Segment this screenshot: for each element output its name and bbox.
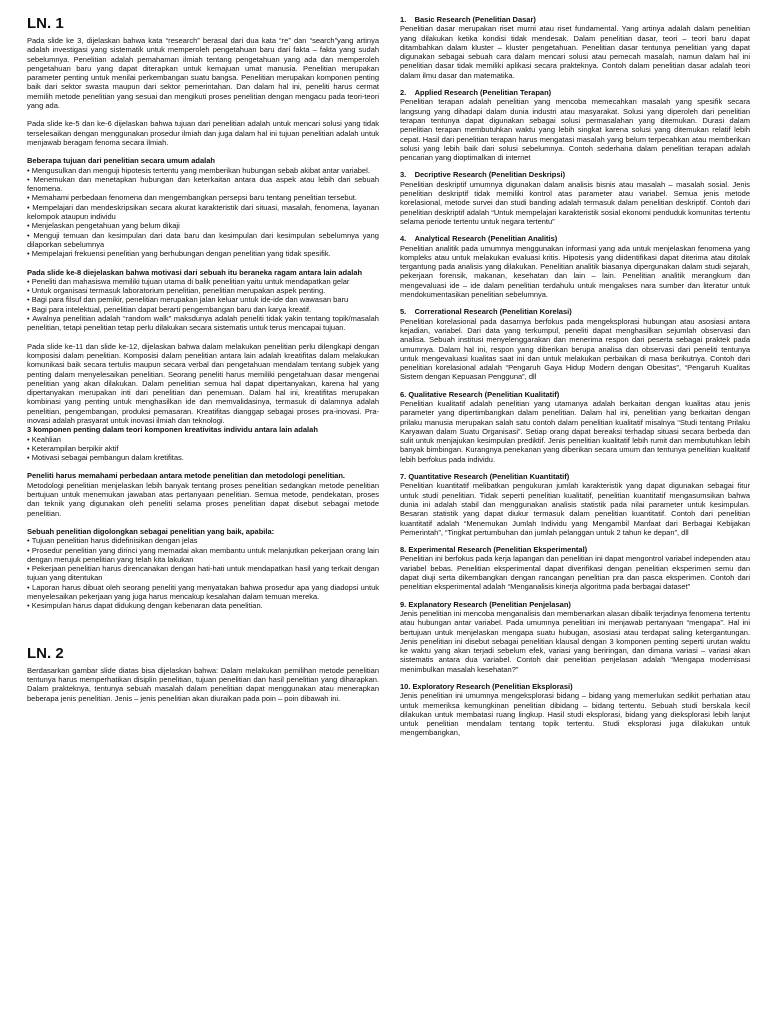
research-type-section	[400, 545, 750, 591]
list-item: • Awalnya penelitian adalah “random walk” maksdunya adalah peneliti tidak yakin tentang topik/masalah penelitian, tetapi penelitian tetap perlu dilakukan secara sistematis untuk terus mencapai tujuan.	[27, 314, 379, 333]
research-type-section	[400, 170, 750, 226]
research-type-body: Penelitian terapan adalah penelitian yang mencoba memecahkan masalah yang spesifik secara langsung yang dihadapi dalam dunia industri atau masyarakat. Solusi yang diperoleh dari penelitian terapan tentunya dapat digunakan sebagai solusi permasalahan yang ditemukan. Durasi dalam penelitian terapan membutuhkan waktu yang lebih singkat karena solusi yang ditemukan relatif lebih cepat. Hasil dari penelitian terapan harus mengatasi masalah yang belum terpecahkan atau memberikan solusi yang lebih baik dari solusi sebelumnya. Contoh sederhana dalam penelitian terapan adalah pencarian yang dioptimalkan di internet	[400, 97, 750, 163]
ln2-paragraph-1: Berdasarkan gambar slide diatas bisa dijelaskan bahwa: Dalam melakukan pemilihan metode penelitian tentunya harus memperhatikan disiplin penelitian, tujuan penelitian dan hasil penelitian yang diharapkan. Dalam prakteknya, tentunya sebuah masalah dalam penelitian dapat menggunakan atau menerapkan beberapa jenis penelitian. Jenis – jenis penelitian akan diuraikan pada poin – poin dibawah ini.	[27, 665, 379, 703]
ln1-heading: LN. 1	[27, 15, 64, 32]
research-type-title: 1. Basic Research (Penelitian Dasar)	[400, 15, 536, 24]
research-type-title: 4. Analytical Research (Penelitian Analitis)	[400, 234, 558, 244]
research-type-title: 10. Exploratory Research (Penelitian Eksplorasi)	[400, 682, 573, 691]
list-item: • Untuk organisasi termasuk laboratorium penelitian, penelitian merupakan aspek penting.	[27, 286, 379, 295]
list-item: • Mempelajari dan mendeskripsikan secara akurat karakteristik dari situasi, masalah, fenomena, layanan kelompok ataupun individu	[27, 203, 379, 222]
list-item: • Mempelajari frekuensi penelitian yang berhubungan dengan penelitian yang tidak spesifik.	[27, 249, 379, 258]
list-item: • Bagi para filsuf dan pemikir, penelitian merupakan jalan keluar untuk ide-ide dan wawasan baru	[27, 295, 379, 304]
list-item: • Motivasi sebagai pembangun dalam kretifitas.	[27, 453, 379, 462]
ln1-paragraph-2: Pada slide ke-5 dan ke-6 dijelaskan bahwa tujuan dari penelitian adalah untuk mencari solusi yang tidak terselesaikan dengan menggunakan prosedur ilmiah dan juga dalam hal ini tujuan penelitian adalah untuk menjawab beragam fenoma secara ilmiah.	[27, 119, 379, 147]
list-item: • Menguji temuan dan kesimpulan dari data baru dan kesimpulan dari kesimpulan sebelumnya yang dilaporkan sebelumnya	[27, 231, 379, 250]
research-type-section	[400, 307, 750, 381]
list-item: • Prosedur penelitian yang dirinci yang memadai akan membantu untuk melanjutkan pekerjaan orang lain dengan merujuk penelitian yang telah kita lakukan	[27, 546, 379, 565]
research-type-title: 3. Decriptive Research (Penelitian Deskripsi)	[400, 170, 566, 180]
research-type-title: 2. Applied Research (Penelitian Terapan)	[400, 88, 552, 98]
research-type-section	[400, 600, 750, 674]
research-type-title: 7. Quantitative Research (Penelitian Kuantitatif)	[400, 472, 570, 482]
research-type-body: Penelitian deskriptif umumnya digunakan dalam analisis bisnis atau masalah – masalah sosial. Jenis penelitian deskriptif tidak memiliki kontrol atas parameter atau variabel. Semua jenis metode korelasional, metode survei dan studi banding adalah termasuk dalam penelitian deskriptif. Contoh dari penelitian deskriptif adalah “Untuk mempelajari karakteristik sosial ekonomi penduduk komunitas tertentu selama periode tertentu untuk negara tertentu”	[400, 179, 750, 226]
research-type-title: 5. Correrational Research (Penelitian Korelasi)	[400, 307, 572, 317]
components-title: 3 komponen penting dalam teori komponen kreativitas individu antara lain adalah	[27, 425, 318, 435]
research-type-section	[400, 88, 750, 162]
motivation-list	[27, 277, 379, 333]
ln1-paragraph-3: Pada slide ke-11 dan slide ke-12, dijelaskan bahwa dalam melakukan penelitian perlu dilengkapi dengan komposisi dalam penelitian. Komposisi dalam penelitian antara lain adalah kreatifitas dalam melakukan komunikasi baik secara tertulis maupun secara verbal dan pengetahuan mendalam tentang subjek yang penting dalam menyelesaikan penelitian. Seorang peneliti harus memiliki pengetahuan dasar mengenai penelitian yang akan dilakukan. Dalam penelitian semua hal dapat dipertanyakan, karena hal yang dipertanyakan merupakan inti dari penelitian dan penemuan. Dalam hal ini, kreatifitas merupakan kombinasi yang penting untuk menghasilkan ide dan memvalidasinya, termasuk di dalamnya adalah penelitian, pengembangan, produksi pemasaran. Kreatifitas dianggap sebagai proses pra-inovasi. Pra- inovasi adalah prasyarat untuk inovasi ilmiah dan teknologi.	[27, 341, 379, 425]
research-type-section	[400, 234, 750, 299]
goals-title: Beberapa tujuan dari penelitian secara umum adalah	[27, 156, 215, 166]
research-type-section	[400, 682, 750, 738]
list-item: • Menemukan dan menetapkan hubungan dan keterkaitan antara dua aspek atau lebih dari sebuah fenomena.	[27, 175, 379, 194]
research-type-body: Penelitian kuantitatif melibatkan pengukuran jumlah karakteristik yang dapat digunakan sebagai fitur untuk studi penelitian. Tidak seperti penelitian kualitatif, penelitian kuantitatif mengasumsikan bahwa dunia ini adalah stabil dan menggunakan analisis statistik pada nilai parameter untuk kesimpulan. Besaran statistik yang dapat diukur termasuk dalam penelitian kuantitatif. Contoh dari penelitian kuantitatif adalah “Menemukan Jumlah Individu yang Mengambil Manfaat dari Berbagai Kebijakan Pemerintah”, “Tingkat pertumbuhan dan jumlah pelanggan untuk 2 tahun ke depan”, dll	[400, 481, 750, 537]
ln1-paragraph-4: Metodologi penelitian menjelaskan lebih banyak tentang proses penelitian sedangkan metode penelitian bertujuan untuk menemukan jawaban atas pertanyaan penelitian. Semua metode, pendekatan, proses dan teknik yang digunakan oleh peneliti selama proses penelitian dapat disebut sebagai metode penelitian.	[27, 480, 379, 518]
research-type-section	[400, 390, 750, 464]
good-research-list	[27, 536, 379, 610]
list-item: • Pekerjaan penelitian harus direncanakan dengan hati-hati untuk mendapatkan hasil yang terkait dengan tujuan yang ditentukan	[27, 564, 379, 583]
right-column	[400, 0, 750, 746]
research-type-body: Penelitian korelasional pada dasarnya berfokus pada mengeksplorasi hubungan atau asosiasi antara kejadian, variabel. Dari data yang terkumpul, peneliti dapat menghasilkan sejumlah observasi dan analisa. Sebuah institusi menyelenggarakan dan menerima respon dari peserta sebagai praktek pada umumnya. Dalam hal ini, respon yang diberikan berupa analisa dan observasi dari peneliti tentunya untuk mengevaluasi kualitas saat ini dan untuk melakukan perbaikan di masa berikutnya. Contoh dari penelitian korelasional adalah “Pengaruh Gaya Hidup Modern dengan Obesitas”, “Pengaruh Kualitas Sistem dengan Kepuasan Pengguna”, dll	[400, 316, 750, 382]
components-list	[27, 435, 379, 463]
list-item: • Peneliti dan mahasiswa memiliki tujuan utama di balik penelitian yaitu untuk mendapatkan gelar	[27, 277, 379, 286]
research-type-section	[400, 15, 750, 80]
research-type-body: Penelitian kualitatif adalah penelitian yang utamanya adalah berkaitan dengan kualitas atau jenis parameter yang dipertimbangkan dalam penelitian. Dalam hal ini, penelitian yang berkaitan dengan prilaku manusia merupakan salah satu contoh dalam penelitian kualitatif misalnya “Studi tentang Prilaku Karyawan dalam Suatu Organisasi”. Setiap orang dapat bereaksi terhadap situasi secara berbeda dan sulit untuk menjajukan kesimpulan prediktif. Jenis penelitian kualitatif lebih rumit dan membutuhkan lebih banyak bimbingan. Kurangnya penekanan yang diberikan secara umum dan tentunya penelitian kualitatif lebih berfokus pada individu.	[400, 398, 750, 464]
left-column	[27, 0, 379, 712]
good-research-title: Sebuah penelitian digolongkan sebagai penelitian yang baik, apabila:	[27, 526, 275, 536]
list-item: • Laporan harus dibuat oleh seorang peneliti yang menyatakan bahwa prosedur apa yang diadopsi untuk menyelesaikan pekerjaan yang juga harus mencakup kesalahan dalam temuan mereka.	[27, 583, 379, 602]
research-type-body: Penelitian analitik pada umumnya menggunakan informasi yang ada untuk menjelaskan fenomena yang kompleks atau untuk melakukan evaluasi kritis. Hipotesis yang diidentifikasi dapat diterima atau ditolak tergantung pada analisis yang dilakukan. Penelitian analitik biasanya dipergunakan dalam studi sejarah, pekerjaan forensik, makanan, kesehatan dan lain – lain. Penelitian analitik merangkum dan mengevaluasi ide – ide dalam penelitian terdahulu untuk mengakses nara sumber dan literatur untuk mendokumentasikan penelitian sebelumnya.	[400, 243, 750, 300]
research-type-title: 6. Qualitative Research (Penelitian Kualitatif)	[400, 389, 560, 399]
method-title: Peneliti harus memahami perbedaan antara metode penelitian dan metodologi penelitian.	[27, 471, 345, 481]
ln2-heading: LN. 2	[27, 644, 64, 662]
ln1-paragraph-1: Pada slide ke 3, dijelaskan bahwa kata “research” berasal dari dua kata “re” dan “search”yang artinya adalah investigasi yang sistematik untuk memperoleh pengetahuan baru dari fakta – fakta yang sudah sebelumnya. Penelitian adalah pemahaman ilmiah tentang pengetahuan yang ada dan memperoleh pengetahuan baru yang dapat diterapkan untuk kemajuan umat manusia. Penelitian merupakan parameter penting untuk menilai perkembangan suatu bangsa. Penelitian merupakan komponen penting baik dari sektor swasta maupun dari sektor pemerintahan. Dan dalam hal ini, peneliti harus cermat memilih metode penelitian yang sesuai dan mengikuti proses penelitian dengan mengacu pada teori-teori yang ada.	[27, 36, 379, 111]
research-type-body: Jenis penelitian ini mencoba menganalisis dan membenarkan alasan dibalik terjadinya fenomena tertentu atau hubungan antar variabel. Pada umumnya penelitian ini menjawab pertanyaan “mengapa”. Hal ini bertujuan untuk menjelaskan mengapa suatu hubugan, asosiasi atau terdapat saling ketergantungan. Jenis penelitian ini disebut sebagai penelitian klausal dengan 3 komponen penting seperti urutan waktu ke waktu yang akan terjadi sebelum efek, variasi yang beriringan, dan dimana variasi – variasi akan sistematis antara dua variabel. Contoh dair penelitian penjelasan adalah “Mengapa modernisasi menimbulkan masalah kesehatan?”	[400, 608, 750, 674]
research-type-body: Penelitian dasar merupakan riset murni atau riset fundamental. Yang artinya adalah dalam penelitian yang dilakukan ketika kondisi tidak mendesak. Dalam penelitian dasar, teori – teori baru dapat ditambahkan dalam kluster – kluster pengetahuan. Penelitian dasar tentunya penelitian yang dapat digunakan sebagai sebuah cara dalam mencari solusi atau pemecah masalah, namun dalam hal ini penelitian dasar tidak memiliki aplikasi secara prakteknya. Contoh dalam penelitian dasar adalah teori dalam ilmu dasar dan matematika.	[400, 24, 750, 80]
research-type-section	[400, 472, 750, 537]
research-type-title: 8. Experimental Research (Penelitian Eksperimental)	[400, 545, 588, 555]
list-item: • Menjelaskan pengetahuan yang belum dikaji	[27, 221, 379, 230]
research-type-title: 9. Explanatory Research (Penelitian Penjelasan)	[400, 599, 571, 609]
motivation-title: Pada slide ke-8 diejelaskan bahwa motivasi dari sebuah itu beraneka ragam antara lain adalah	[27, 267, 363, 277]
list-item: • Memahami perbedaan fenomena dan mengembangkan persepsi baru tentang penelitian tersebut.	[27, 193, 379, 202]
list-item: • Mengusulkan dan menguji hipotesis tertentu yang memberikan hubungan sebab akibat antar variabel.	[27, 166, 379, 175]
list-item: • Kesimpulan harus dapat didukung dengan kebenaran data penelitian.	[27, 601, 379, 610]
list-item: • Keterampilan berpikir aktif	[27, 444, 379, 453]
research-type-body: Jenis penelitian ini umumnya mengeksplorasi bidang – bidang yang memerlukan sedikit perhatian atau untuk memeriksa kemungkinan penelitian dibidang – bidang tertentu. Sebuah studi berskala kecil dilakukan untuk membatasi ruang lingkup. Hasil studi eksplorasi, bidang yang dieksplorasi lebih lanjut untuk penelitian mendalam tentang topik tertentu. Studi eksplorasi juga dilakukan untuk mengembangkan,	[400, 691, 750, 738]
list-item: • Keahlian	[27, 435, 379, 444]
research-type-body: Penelitian ini berfokus pada kerja lapangan dan penelitian ini dapat mengontrol variabel independen atau variabel bebas. Penelitian eksperimental dapat diverifikasi dengan penelitian eksperimen semu dan dapat diuji serta dikembangkan dengan rancangan penelitian pra dan pasca eksperimen. Contoh dari penelitian eksperimental adalah “Menganalisis kinerja algoritma pada berbagai dataset”	[400, 554, 750, 592]
list-item: • Tujuan penelitian harus didefinisikan dengan jelas	[27, 536, 379, 545]
list-item: • Bagi para intelektual, penelitian dapat berarti pengembangan baru dan karya kreatif.	[27, 305, 379, 314]
goals-list	[27, 166, 379, 259]
